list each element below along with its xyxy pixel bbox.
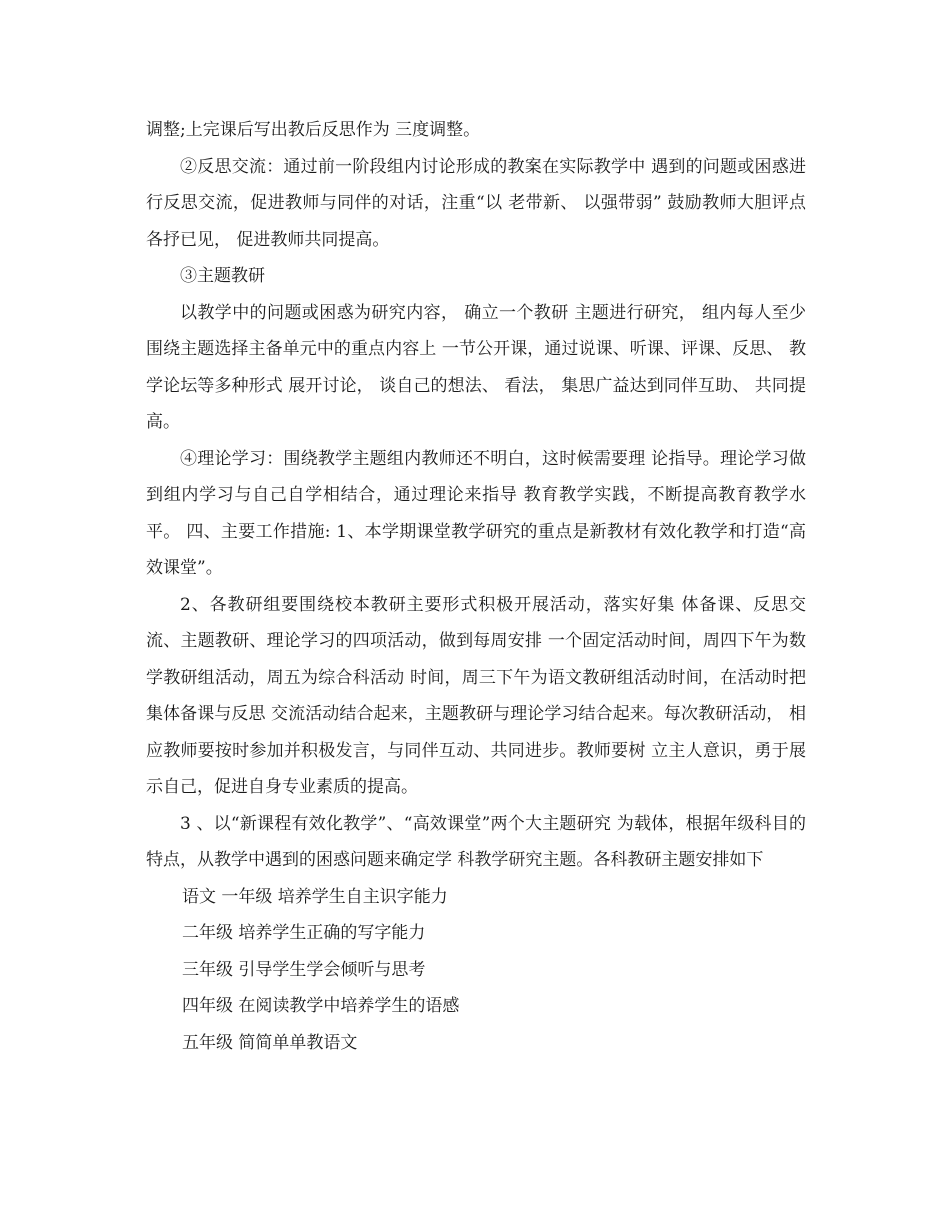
document-body [146,112,806,1061]
paragraph-research-topics: 3 、以“新课程有效化教学”、“高效课堂”两个大主题研究 为载体，根据年级科目的特点，从教学中遇到的困惑问题来确定学 科教学研究主题。各科教研主题安排如下 [146,813,806,870]
list-item-grade-5: 五年级 简简单单教语文 [182,1032,358,1053]
list-item-grade-1: 语文 一年级 培养学生自主识字能力 [182,886,448,907]
list-item-grade-4: 四年级 在阅读教学中培养学生的语感 [182,996,460,1016]
paragraph-theme-research: 以教学中的问题或困惑为研究内容， 确立一个教研 主题进行研究， 组内每人至少围绕主题选择主备单元中的重点内容上 一节公开课，通过说课、听课、评课、反思、 教学论坛等多种形式 展开讨论， 谈自己的想法、 看法， 集思广益达到同伴互助、 共同提高。 [146,302,806,432]
paragraph-theory-study: ④理论学习：围绕教学主题组内教师还不明白，这时候需要理 论指导。理论学习做到组内学习与自己自学相结合，通过理论来指导 教育教学实践，不断提高教育教学水平。 四、主要工作措施: 1、本学期课堂教学研究的重点是新教材有效化教学和打造“高 效课堂”。 [146,448,806,578]
list-item-grade-3: 三年级 引导学生学会倾听与思考 [182,959,426,980]
paragraph-activities: 2、各教研组要围绕校本教研主要形式积极开展活动，落实好集 体备课、反思交流、主题教研、理论学习的四项活动，做到每周安排 一个固定活动时间，周四下午为数学教研组活动，周五为综合科活动 时间，周三下午为语文教研组活动时间，在活动时把集体备课与反思 交流活动结合起来，主题教研与理论学习结合起来。每次教研活动， 相应教师要按时参加并积极发言，与同伴互动、共同进步。教师要树 立主人意识，勇于展示自己，促进自身专业素质的提高。 [146,594,806,797]
paragraph-1: 调整;上完课后写出教后反思作为 三度调整。 [146,120,481,140]
paragraph-theme-research-heading: ③主题教研 [180,266,265,286]
list-item-grade-2: 二年级 培养学生正确的写字能力 [182,923,426,943]
paragraph-reflection-exchange: ②反思交流：通过前一阶段组内讨论形成的教案在实际教学中 遇到的问题或困惑进行反思交流，促进教师与同伴的对话，注重“以 老带新、 以强带弱” 鼓励教师大胆评点各抒已见， 促进教师共同提高。 [146,156,806,250]
